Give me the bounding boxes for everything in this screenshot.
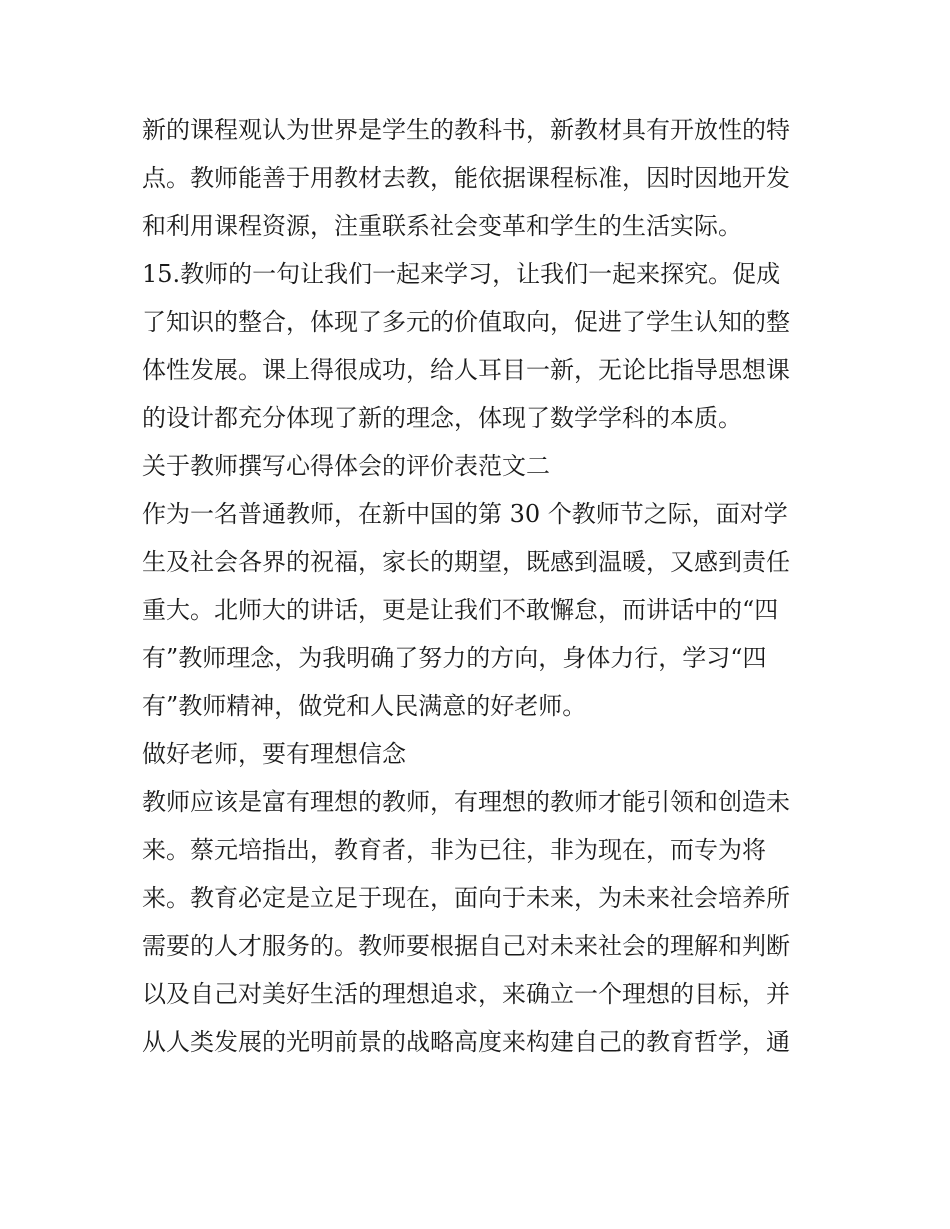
text-line-13: 有”教师精神，做党和人民满意的好老师。: [142, 692, 587, 720]
text-line-5: 了知识的整合，体现了多元的价值取向，促进了学生认知的整: [142, 308, 790, 336]
text-line-7: 的设计都充分体现了新的理念，体现了数学学科的本质。: [142, 404, 742, 432]
text-line-10: 生及社会各界的祝福，家长的期望，既感到温暖，又感到责任: [142, 548, 790, 576]
section-heading: 关于教师撰写心得体会的评价表范文二: [142, 452, 550, 480]
text-line-2: 点。教师能善于用教材去教，能依据课程标准，因时因地开发: [142, 164, 790, 192]
text-line-12: 有”教师理念，为我明确了努力的方向，身体力行，学习“四: [142, 644, 767, 672]
text-line-6: 体性发展。课上得很成功，给人耳目一新，无论比指导思想课: [142, 356, 790, 384]
text-line-15: 教师应该是富有理想的教师，有理想的教师才能引领和创造未: [142, 788, 790, 816]
document-body: [142, 106, 818, 1066]
subsection-heading: 做好老师，要有理想信念: [142, 740, 406, 768]
text-line-16: 来。蔡元培指出，教育者，非为已往，非为现在，而专为将: [142, 836, 766, 864]
text-line-20: 从人类发展的光明前景的战略高度来构建自己的教育哲学，通: [142, 1028, 790, 1056]
text-line-17: 来。教育必定是立足于现在，面向于未来，为未来社会培养所: [142, 884, 790, 912]
text-line-11: 重大。北师大的讲话，更是让我们不敢懈怠，而讲话中的“四: [142, 596, 779, 624]
text-line-19: 以及自己对美好生活的理想追求，来确立一个理想的目标，并: [142, 980, 790, 1008]
text-line-4: 15.教师的一句让我们一起来学习，让我们一起来探究。促成: [142, 260, 781, 288]
text-line-3: 和利用课程资源，注重联系社会变革和学生的生活实际。: [142, 212, 742, 240]
text-line-9: 作为一名普通教师，在新中国的第 30 个教师节之际，面对学: [142, 500, 788, 528]
text-line-1: 新的课程观认为世界是学生的教科书，新教材具有开放性的特: [142, 116, 790, 144]
text-line-18: 需要的人才服务的。教师要根据自己对未来社会的理解和判断: [142, 932, 790, 960]
